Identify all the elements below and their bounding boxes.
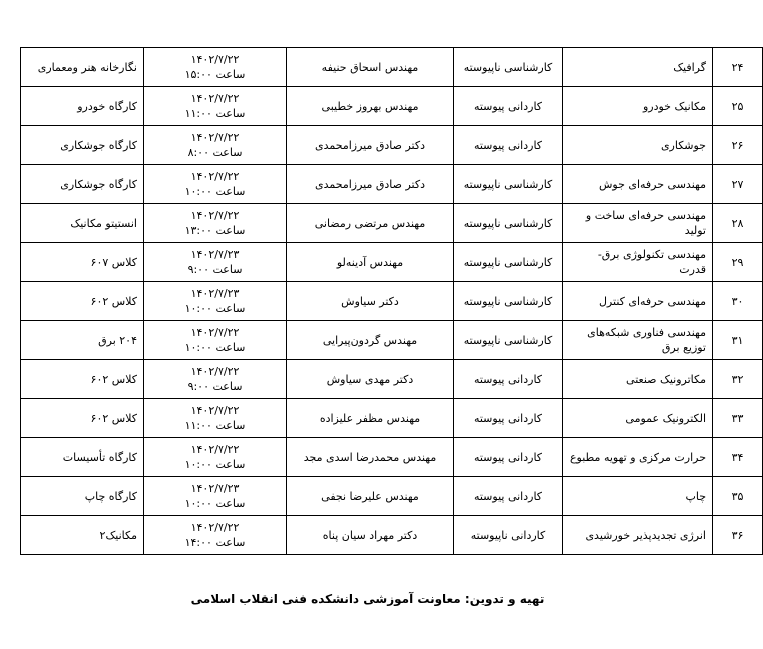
- row-number-cell: ۳۳: [713, 399, 763, 438]
- instructor-cell: دکتر صادق میرزامحمدی: [287, 126, 454, 165]
- row-number-cell: ۳۱: [713, 321, 763, 360]
- instructor-cell: مهندس اسحاق حنیفه: [287, 48, 454, 87]
- location-cell: کلاس ۶۰۲: [21, 399, 144, 438]
- date-time-cell: [144, 165, 287, 204]
- location-cell: مکانیک۲: [21, 516, 144, 555]
- instructor-cell: مهندس بهروز خطیبی: [287, 87, 454, 126]
- exam-time: ساعت ۱۱:۰۰: [184, 419, 246, 432]
- table-row: [21, 48, 763, 87]
- table-row: [21, 360, 763, 399]
- location-cell: کارگاه خودرو: [21, 87, 144, 126]
- exam-date: ۱۴۰۲/۷/۲۳: [190, 248, 240, 261]
- exam-date: ۱۴۰۲/۷/۲۲: [190, 326, 240, 339]
- exam-date: ۱۴۰۲/۷/۲۲: [190, 131, 240, 144]
- exam-time: ساعت ۱۱:۰۰: [184, 107, 246, 120]
- exam-date: ۱۴۰۲/۷/۲۳: [190, 482, 240, 495]
- table-row: [21, 438, 763, 477]
- course-name-cell: مهندسی فناوری شبکه‌های توزیع برق: [563, 321, 713, 360]
- table-row: [21, 87, 763, 126]
- degree-level-cell: کارشناسی ناپیوسته: [454, 321, 563, 360]
- table-row: [21, 477, 763, 516]
- degree-level-cell: کاردانی پیوسته: [454, 477, 563, 516]
- instructor-cell: دکتر مهراد سیان پناه: [287, 516, 454, 555]
- instructor-cell: مهندس مرتضی رمضانی: [287, 204, 454, 243]
- row-number-cell: ۳۲: [713, 360, 763, 399]
- exam-date: ۱۴۰۲/۷/۲۲: [190, 521, 240, 534]
- row-number-cell: ۳۵: [713, 477, 763, 516]
- course-name-cell: مهندسی حرفه‌ای جوش: [563, 165, 713, 204]
- row-number-cell: ۲۸: [713, 204, 763, 243]
- instructor-cell: مهندس محمدرضا اسدی مجد: [287, 438, 454, 477]
- location-cell: کارگاه جوشکاری: [21, 126, 144, 165]
- degree-level-cell: کارشناسی ناپیوسته: [454, 243, 563, 282]
- row-number-cell: ۲۵: [713, 87, 763, 126]
- row-number-cell: ۳۶: [713, 516, 763, 555]
- instructor-cell: مهندس گردون‌پیرایی: [287, 321, 454, 360]
- date-time-cell: [144, 321, 287, 360]
- location-cell: کارگاه تأسیسات: [21, 438, 144, 477]
- exam-date: ۱۴۰۲/۷/۲۳: [190, 287, 240, 300]
- instructor-cell: مهندس مظفر علیزاده: [287, 399, 454, 438]
- table-row: [21, 516, 763, 555]
- course-name-cell: مکانیک خودرو: [563, 87, 713, 126]
- instructor-cell: مهندس آدینه‌لو: [287, 243, 454, 282]
- date-time-cell: [144, 243, 287, 282]
- course-name-cell: چاپ: [563, 477, 713, 516]
- date-time-cell: [144, 282, 287, 321]
- table-row: [21, 321, 763, 360]
- date-time-cell: [144, 48, 287, 87]
- exam-time: ساعت ۹:۰۰: [187, 380, 243, 393]
- degree-level-cell: کاردانی پیوسته: [454, 360, 563, 399]
- location-cell: کلاس ۶۰۲: [21, 360, 144, 399]
- table-row: [21, 399, 763, 438]
- footer-credit: تهیه و تدوین: معاونت آموزشی دانشکده فنی انقلاب اسلامی: [190, 592, 545, 606]
- course-name-cell: جوشکاری: [563, 126, 713, 165]
- location-cell: انستیتو مکانیک: [21, 204, 144, 243]
- degree-level-cell: کاردانی ناپیوسته: [454, 516, 563, 555]
- degree-level-cell: کارشناسی ناپیوسته: [454, 282, 563, 321]
- exam-time: ساعت ۱۴:۰۰: [184, 536, 246, 549]
- exam-time: ساعت ۱۰:۰۰: [184, 341, 246, 354]
- exam-date: ۱۴۰۲/۷/۲۲: [190, 170, 240, 183]
- date-time-cell: [144, 126, 287, 165]
- schedule-table-body: [21, 48, 763, 555]
- course-name-cell: مهندسی حرفه‌ای کنترل: [563, 282, 713, 321]
- location-cell: ۲۰۴ برق: [21, 321, 144, 360]
- row-number-cell: ۲۹: [713, 243, 763, 282]
- table-row: [21, 282, 763, 321]
- course-name-cell: حرارت مرکزی و تهویه مطبوع: [563, 438, 713, 477]
- degree-level-cell: کاردانی پیوسته: [454, 87, 563, 126]
- exam-time: ساعت ۱۰:۰۰: [184, 497, 246, 510]
- date-time-cell: [144, 477, 287, 516]
- table-row: [21, 204, 763, 243]
- exam-date: ۱۴۰۲/۷/۲۲: [190, 209, 240, 222]
- date-time-cell: [144, 438, 287, 477]
- exam-time: ساعت ۱۰:۰۰: [184, 185, 246, 198]
- course-name-cell: گرافیک: [563, 48, 713, 87]
- degree-level-cell: کارشناسی ناپیوسته: [454, 165, 563, 204]
- exam-time: ساعت ۱۰:۰۰: [184, 458, 246, 471]
- schedule-table: [20, 47, 763, 555]
- date-time-cell: [144, 516, 287, 555]
- table-row: [21, 165, 763, 204]
- exam-time: ساعت ۸:۰۰: [187, 146, 243, 159]
- row-number-cell: ۳۰: [713, 282, 763, 321]
- location-cell: کلاس ۶۰۷: [21, 243, 144, 282]
- row-number-cell: ۲۷: [713, 165, 763, 204]
- location-cell: کارگاه چاپ: [21, 477, 144, 516]
- date-time-cell: [144, 360, 287, 399]
- exam-time: ساعت ۱۵:۰۰: [184, 68, 246, 81]
- degree-level-cell: کارشناسی ناپیوسته: [454, 48, 563, 87]
- row-number-cell: ۲۶: [713, 126, 763, 165]
- date-time-cell: [144, 399, 287, 438]
- course-name-cell: مهندسی حرفه‌ای ساخت و تولید: [563, 204, 713, 243]
- exam-time: ساعت ۱۰:۰۰: [184, 302, 246, 315]
- exam-date: ۱۴۰۲/۷/۲۲: [190, 365, 240, 378]
- exam-time: ساعت ۱۳:۰۰: [184, 224, 246, 237]
- table-row: [21, 243, 763, 282]
- instructor-cell: مهندس علیرضا نجفی: [287, 477, 454, 516]
- exam-date: ۱۴۰۲/۷/۲۲: [190, 92, 240, 105]
- course-name-cell: الکترونیک عمومی: [563, 399, 713, 438]
- location-cell: کارگاه جوشکاری: [21, 165, 144, 204]
- row-number-cell: ۳۴: [713, 438, 763, 477]
- instructor-cell: دکتر صادق میرزامحمدی: [287, 165, 454, 204]
- degree-level-cell: کاردانی پیوسته: [454, 126, 563, 165]
- course-name-cell: مکاترونیک صنعتی: [563, 360, 713, 399]
- table-row: [21, 126, 763, 165]
- exam-time: ساعت ۹:۰۰: [187, 263, 243, 276]
- degree-level-cell: کارشناسی ناپیوسته: [454, 204, 563, 243]
- row-number-cell: ۲۴: [713, 48, 763, 87]
- degree-level-cell: کاردانی پیوسته: [454, 438, 563, 477]
- instructor-cell: دکتر سیاوش: [287, 282, 454, 321]
- location-cell: کلاس ۶۰۲: [21, 282, 144, 321]
- exam-date: ۱۴۰۲/۷/۲۲: [190, 404, 240, 417]
- location-cell: نگارخانه هنر ومعماری: [21, 48, 144, 87]
- course-name-cell: مهندسی تکنولوژی برق- قدرت: [563, 243, 713, 282]
- course-name-cell: انرژی تجدیدپذیر خورشیدی: [563, 516, 713, 555]
- exam-date: ۱۴۰۲/۷/۲۲: [190, 53, 240, 66]
- date-time-cell: [144, 204, 287, 243]
- exam-date: ۱۴۰۲/۷/۲۲: [190, 443, 240, 456]
- date-time-cell: [144, 87, 287, 126]
- degree-level-cell: کاردانی پیوسته: [454, 399, 563, 438]
- instructor-cell: دکتر مهدی سیاوش: [287, 360, 454, 399]
